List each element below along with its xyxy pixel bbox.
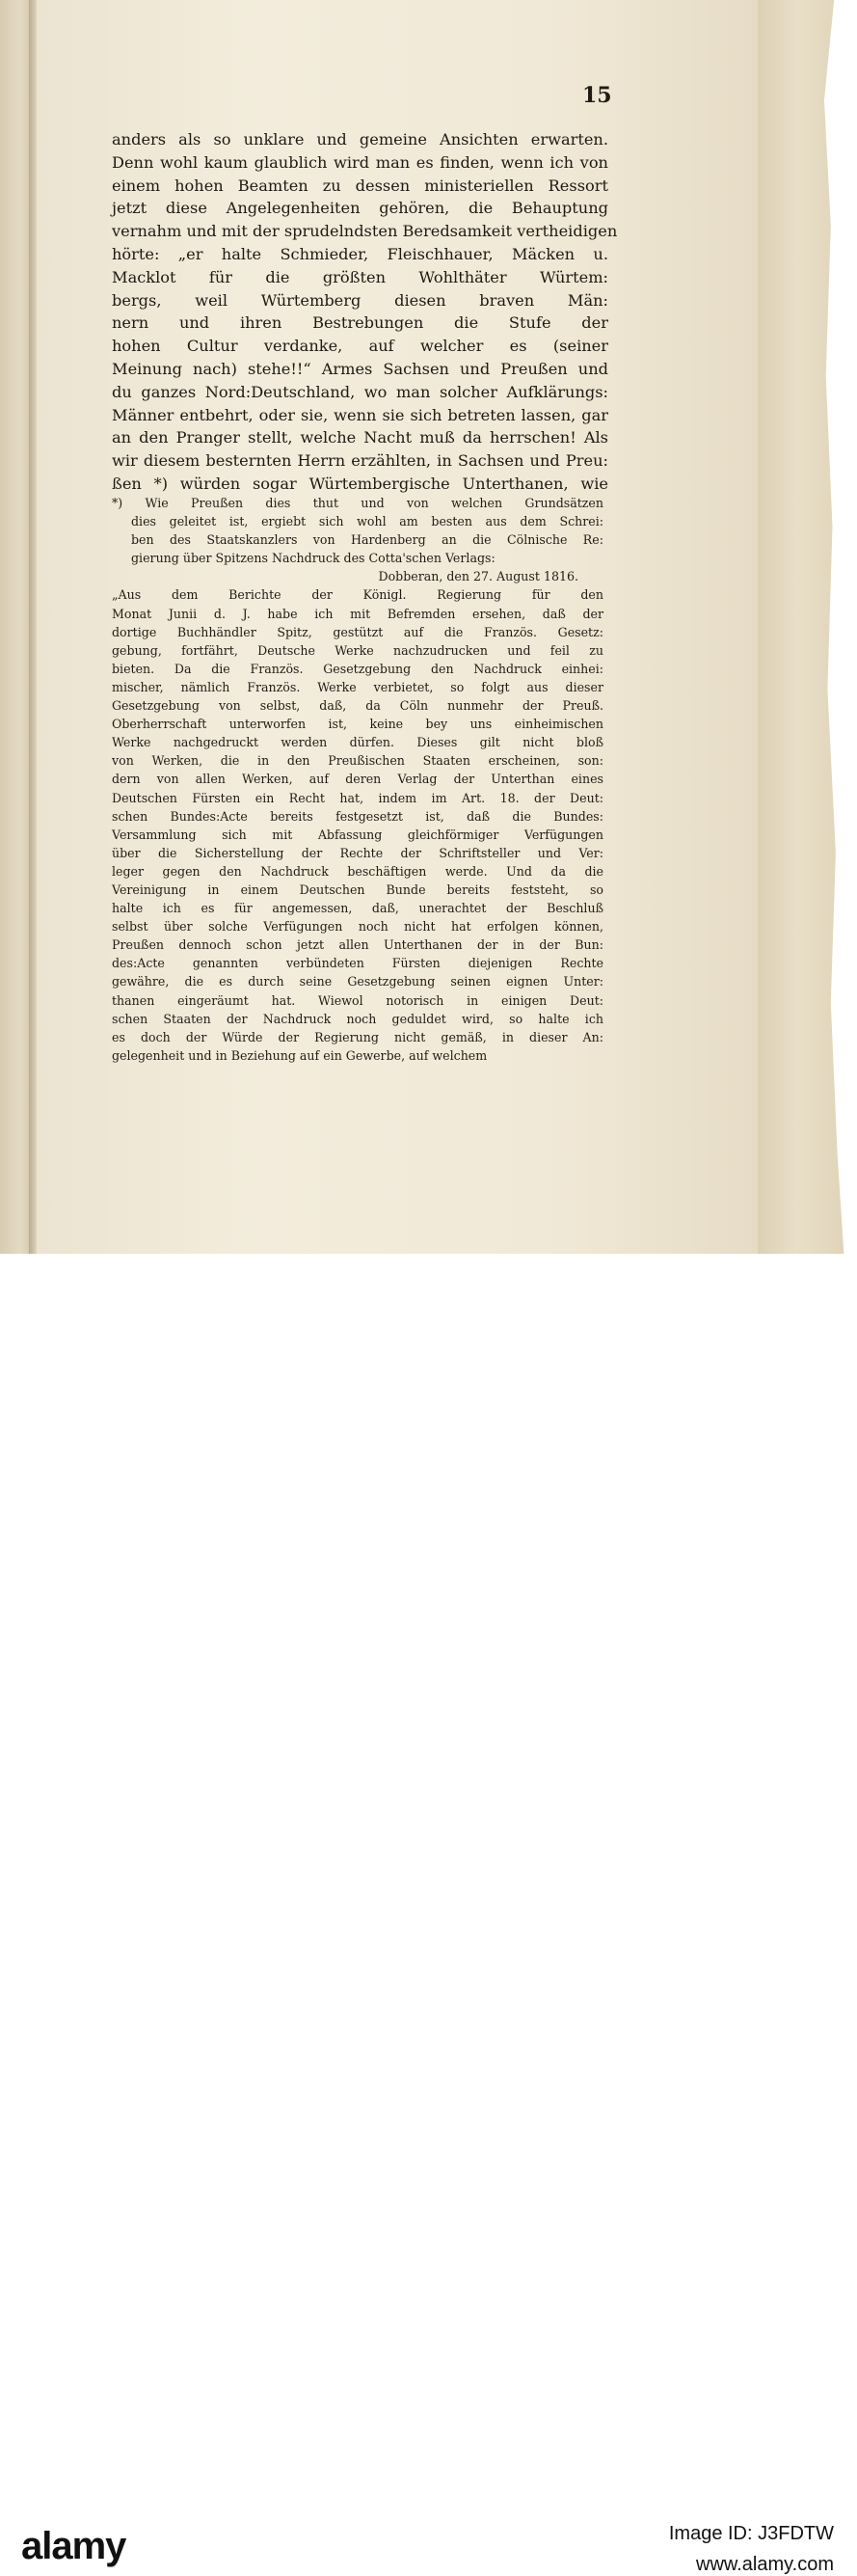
footnote-dateline: Dobberan, den 27. August 1816. [378, 569, 578, 584]
text-line: gebung, fortfährt, Deutsche Werke nachzudrucken und feil zu [112, 642, 603, 658]
text-line: Macklot für die größten Wohlthäter Würtem: [112, 267, 608, 286]
text-line: gelegenheit und in Beziehung auf ein Gewerbe, auf welchem [112, 1047, 488, 1063]
text-line: schen Bundes:Acte bereits festgesetzt ist, daß die Bundes: [112, 808, 603, 824]
text-line: dern von allen Werken, auf deren Verlag der Unterthan eines [112, 772, 603, 787]
text-line: Oberherrschaft unterworfen ist, keine bey uns einheimischen [112, 717, 603, 732]
text-line: anders als so unklare und gemeine Ansichten erwarten. [112, 130, 608, 149]
text-line: Monat Junii d. J. habe ich mit Befremden ersehen, daß der [112, 606, 603, 621]
text-line: hörte: „er halte Schmieder, Fleischhauer, Mäcken u. [112, 244, 608, 263]
text-line: jetzt diese Angelegenheiten gehören, die Behauptung [112, 199, 608, 218]
text-line: an den Pranger stellt, welche Nacht muß da herrschen! Als [112, 428, 608, 447]
page-number: 15 [582, 83, 612, 108]
text-line: Versammlung sich mit Abfassung gleichförmiger Verfügungen [112, 827, 603, 842]
text-line: gierung über Spitzens Nachdruck des Cotta'schen Verlags: [131, 551, 495, 566]
text-line: es doch der Würde der Regierung nicht gemäß, in dieser An: [112, 1029, 603, 1044]
text-line: wir diesem besternten Herrn erzählten, in Sachsen und Preu: [112, 451, 608, 471]
text-line: leger gegen den Nachdruck beschäftigen werde. Und da die [112, 863, 603, 879]
stock-url: www.alamy.com [696, 2554, 834, 2575]
text-line: gewähre, die es durch seine Gesetzgebung seinen eignen Unter: [112, 974, 603, 990]
footnote-letter [112, 585, 603, 1064]
footnote-intro [112, 494, 603, 567]
text-line: einem hohen Beamten zu dessen ministeriellen Ressort [112, 176, 608, 195]
image-id: Image ID: J3FDTW [668, 2523, 834, 2544]
text-line: Preußen dennoch schon jetzt allen Unterthanen der in der Bun: [112, 937, 603, 953]
text-line: Gesetzgebung von selbst, daß, da Cöln nunmehr der Preuß. [112, 698, 603, 714]
stock-watermark-bar [0, 1254, 857, 2575]
text-line: *) Wie Preußen dies thut und von welchen Grundsätzen [112, 496, 603, 510]
footnote-block [112, 494, 603, 1065]
text-line: Deutschen Fürsten ein Recht hat, indem im Art. 18. der Deut: [112, 790, 603, 805]
text-line: Vereinigung in einem Deutschen Bunde bereits feststeht, so [112, 881, 603, 897]
text-line: du ganzes Nord:Deutschland, wo man solcher Aufklärungs: [112, 382, 608, 401]
text-line: hohen Cultur verdanke, auf welcher es (seiner [112, 337, 608, 356]
text-line: thanen eingeräumt hat. Wiewol notorisch in einigen Deut: [112, 992, 603, 1008]
text-line: vernahm und mit der sprudelndsten Beredsamkeit vertheidigen [112, 222, 618, 241]
text-line: ßen *) würden sogar Würtembergische Unterthanen, wie [112, 474, 608, 493]
text-line: selbst über solche Verfügungen noch nicht hat erfolgen können, [112, 919, 603, 935]
text-line: Denn wohl kaum glaublich wird man es finden, wenn ich von [112, 152, 608, 172]
text-line: „Aus dem Berichte der Königl. Regierung für den [112, 587, 603, 603]
text-line: schen Staaten der Nachdruck noch geduldet wird, so halte ich [112, 1011, 603, 1026]
text-line: Männer entbehrt, oder sie, wenn sie sich betreten lassen, gar [112, 405, 608, 424]
text-line: nern und ihren Bestrebungen die Stufe der [112, 313, 608, 333]
text-line: Werke nachgedruckt werden dürfen. Dieses gilt nicht bloß [112, 735, 603, 750]
scanned-book-page [0, 0, 857, 1254]
text-line: Meinung nach) stehe!!“ Armes Sachsen und Preußen und [112, 359, 608, 378]
text-line: ben des Staatskanzlers von Hardenberg an die Cölnische Re: [131, 532, 603, 548]
alamy-logo: alamy [21, 2525, 126, 2567]
text-line: über die Sicherstellung der Rechte der Schriftsteller und Ver: [112, 845, 603, 860]
main-text-block [112, 128, 618, 496]
text-line: halte ich es für angemessen, daß, unerachtet der Beschluß [112, 901, 603, 916]
text-line: mischer, nämlich Französ. Werke verbietet, so folgt aus dieser [112, 679, 603, 694]
text-line: von Werken, die in den Preußischen Staaten erscheinen, son: [112, 753, 603, 769]
text-line: bergs, weil Würtemberg diesen braven Män: [112, 290, 608, 310]
text-line: bieten. Da die Französ. Gesetzgebung den Nachdruck einhei: [112, 661, 603, 676]
text-line: dortige Buchhändler Spitz, gestützt auf die Französ. Gesetz: [112, 624, 603, 639]
text-line: des:Acte genannten verbündeten Fürsten diejenigen Rechte [112, 956, 603, 971]
text-line: dies geleitet ist, ergiebt sich wohl am besten aus dem Schrei: [131, 514, 603, 529]
